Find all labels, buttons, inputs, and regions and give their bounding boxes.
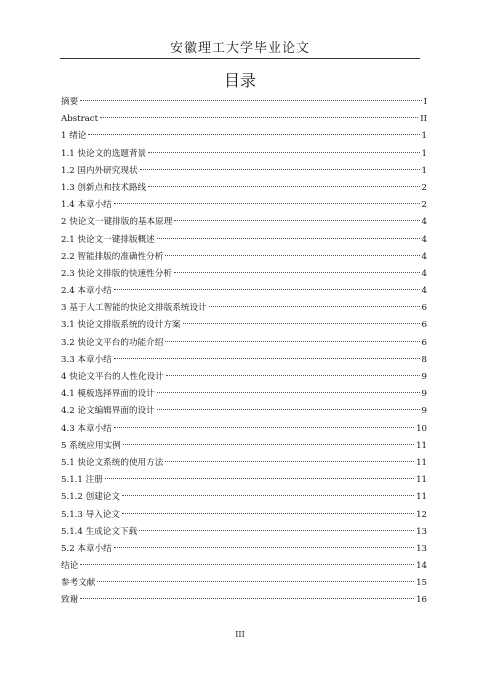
toc-entry-label: 3.3 本章小结 <box>61 354 112 365</box>
toc-entry <box>61 214 427 231</box>
toc-entry-page-number: 1 <box>421 131 427 142</box>
toc-dot-leader <box>139 530 414 531</box>
toc-entry-label: 4.2 论文编辑界面的设计 <box>61 406 155 417</box>
toc-entry <box>61 524 427 541</box>
toc-entry-page-number: 13 <box>416 543 427 554</box>
toc-dot-leader <box>88 134 419 135</box>
toc-entry-label: Abstract <box>61 114 99 125</box>
toc-dot-leader <box>148 186 419 187</box>
toc-entry-label: 2.3 快论文排版的快速性分析 <box>61 268 172 279</box>
toc-entry <box>61 111 427 128</box>
toc-dot-leader <box>157 392 420 393</box>
toc-heading: 目录 <box>223 71 256 90</box>
toc-entry-page-number: 4 <box>421 286 427 297</box>
toc-entry-page-number: 1 <box>421 165 427 176</box>
toc-entry-label: 5.1.3 导入论文 <box>61 509 120 520</box>
toc-entry-label: 4.3 本章小结 <box>61 423 112 434</box>
toc-entry-page-number: 4 <box>421 268 427 279</box>
toc-entry-page-number: 11 <box>416 492 427 503</box>
toc-entry-label: 5 系统应用实例 <box>61 440 121 451</box>
toc-entry-label: 1.4 本章小结 <box>61 200 112 211</box>
toc-entry-label: 5.1.2 创建论文 <box>61 492 120 503</box>
toc-entry-page-number: 14 <box>416 561 427 572</box>
toc-entry-label: 2.1 快论文一键排版概述 <box>61 234 155 245</box>
toc-entry <box>61 94 427 111</box>
toc-entry-label: 4 快论文平台的人性化设计 <box>61 372 164 382</box>
toc-entry <box>61 283 427 300</box>
toc-entry-label: 3.1 快论文排版系统的设计方案 <box>61 320 181 331</box>
toc-entry-label: 1.2 国内外研究现状 <box>61 165 138 176</box>
toc-entry-label: 4.1 模板选择界面的设计 <box>61 389 155 400</box>
toc-entry <box>61 197 427 214</box>
running-header-title: 安徽理工大学毕业论文 <box>169 41 310 56</box>
toc-entry-label: 5.1.4 生成论文下载 <box>61 526 138 537</box>
toc-entry-page-number: 4 <box>421 217 427 228</box>
toc-entry <box>61 232 427 249</box>
table-of-contents <box>61 94 427 610</box>
toc-entry <box>61 403 427 420</box>
toc-entry <box>61 180 427 197</box>
toc-entry-page-number: I <box>423 97 427 107</box>
toc-dot-leader <box>209 306 420 307</box>
toc-dot-leader <box>80 100 421 101</box>
toc-entry-page-number: 2 <box>421 200 427 211</box>
toc-dot-leader <box>183 323 420 324</box>
toc-entry-label: 结论 <box>61 561 79 572</box>
toc-entry-page-number: 9 <box>421 389 427 400</box>
toc-dot-leader <box>123 444 414 445</box>
toc-entry-label: 致谢 <box>61 595 79 606</box>
toc-dot-leader <box>165 461 414 462</box>
toc-entry-label: 2 快论文一键排版的基本原理 <box>61 217 173 228</box>
toc-entry <box>61 592 427 609</box>
toc-dot-leader <box>140 169 420 170</box>
toc-entry-page-number: 9 <box>421 406 427 417</box>
toc-entry-label: 5.1.1 注册 <box>61 475 103 486</box>
toc-entry <box>61 369 427 386</box>
toc-entry-page-number: 6 <box>421 320 427 331</box>
toc-dot-leader <box>122 513 414 514</box>
toc-entry-page-number: 16 <box>416 595 427 606</box>
toc-dot-leader <box>114 427 414 428</box>
toc-dot-leader <box>157 409 420 410</box>
toc-dot-leader <box>166 375 420 376</box>
toc-dot-leader <box>157 238 420 239</box>
toc-entry <box>61 489 427 506</box>
toc-entry-label: 1 绪论 <box>61 131 87 142</box>
toc-entry-page-number: 13 <box>416 526 427 537</box>
toc-entry <box>61 421 427 438</box>
toc-entry <box>61 455 427 472</box>
toc-dot-leader <box>114 547 414 548</box>
toc-dot-leader <box>122 495 414 496</box>
toc-entry-label: 3 基于人工智能的快论文排版系统设计 <box>61 303 207 314</box>
toc-entry <box>61 575 427 592</box>
toc-entry <box>61 146 427 163</box>
toc-entry <box>61 128 427 145</box>
toc-dot-leader <box>174 272 420 273</box>
toc-dot-leader <box>114 203 420 204</box>
header-divider <box>60 58 420 59</box>
toc-entry-label: 1.1 快论文的选题背景 <box>61 148 147 159</box>
toc-entry-page-number: 11 <box>416 440 427 451</box>
toc-dot-leader <box>100 117 418 118</box>
toc-entry-page-number: 4 <box>421 234 427 245</box>
toc-entry-page-number: 6 <box>421 337 427 348</box>
toc-entry-page-number: 9 <box>421 372 427 382</box>
toc-entry <box>61 300 427 317</box>
toc-entry-label: 参考文献 <box>61 578 96 589</box>
toc-entry <box>61 163 427 180</box>
toc-dot-leader <box>80 598 414 599</box>
toc-entry-page-number: 11 <box>416 475 427 486</box>
toc-entry <box>61 266 427 283</box>
toc-entry-label: 5.2 本章小结 <box>61 543 112 554</box>
toc-entry-page-number: 1 <box>421 148 427 159</box>
toc-dot-leader <box>105 478 414 479</box>
toc-entry <box>61 352 427 369</box>
toc-entry-label: 摘要 <box>61 97 79 107</box>
toc-entry-page-number: 4 <box>421 251 427 262</box>
toc-entry <box>61 507 427 524</box>
toc-entry-page-number: 15 <box>416 578 427 589</box>
toc-entry-page-number: 10 <box>416 423 427 434</box>
toc-entry-label: 2.2 智能排版的准确性分析 <box>61 251 164 262</box>
page-number: III <box>235 630 245 639</box>
toc-entry-page-number: 8 <box>421 354 427 365</box>
toc-entry-page-number: 12 <box>416 509 427 520</box>
toc-entry <box>61 438 427 455</box>
toc-entry-label: 3.2 快论文平台的功能介绍 <box>61 337 164 348</box>
toc-entry-page-number: 6 <box>421 303 427 314</box>
toc-dot-leader <box>165 255 419 256</box>
toc-entry <box>61 386 427 403</box>
toc-entry-page-number: II <box>420 114 427 125</box>
toc-dot-leader <box>114 289 420 290</box>
toc-entry <box>61 541 427 558</box>
toc-entry <box>61 558 427 575</box>
toc-entry <box>61 317 427 334</box>
toc-entry-page-number: 2 <box>421 182 427 193</box>
toc-entry <box>61 249 427 266</box>
toc-dot-leader <box>80 564 414 565</box>
toc-entry-label: 5.1 快论文系统的使用方法 <box>61 457 164 468</box>
toc-dot-leader <box>114 358 420 359</box>
toc-entry-label: 1.3 创新点和技术路线 <box>61 182 147 193</box>
toc-dot-leader <box>97 581 414 582</box>
toc-dot-leader <box>165 341 419 342</box>
toc-entry-label: 2.4 本章小结 <box>61 286 112 297</box>
toc-dot-leader <box>174 220 419 221</box>
toc-entry-page-number: 11 <box>416 457 427 468</box>
toc-entry <box>61 335 427 352</box>
toc-entry <box>61 472 427 489</box>
toc-dot-leader <box>148 152 419 153</box>
